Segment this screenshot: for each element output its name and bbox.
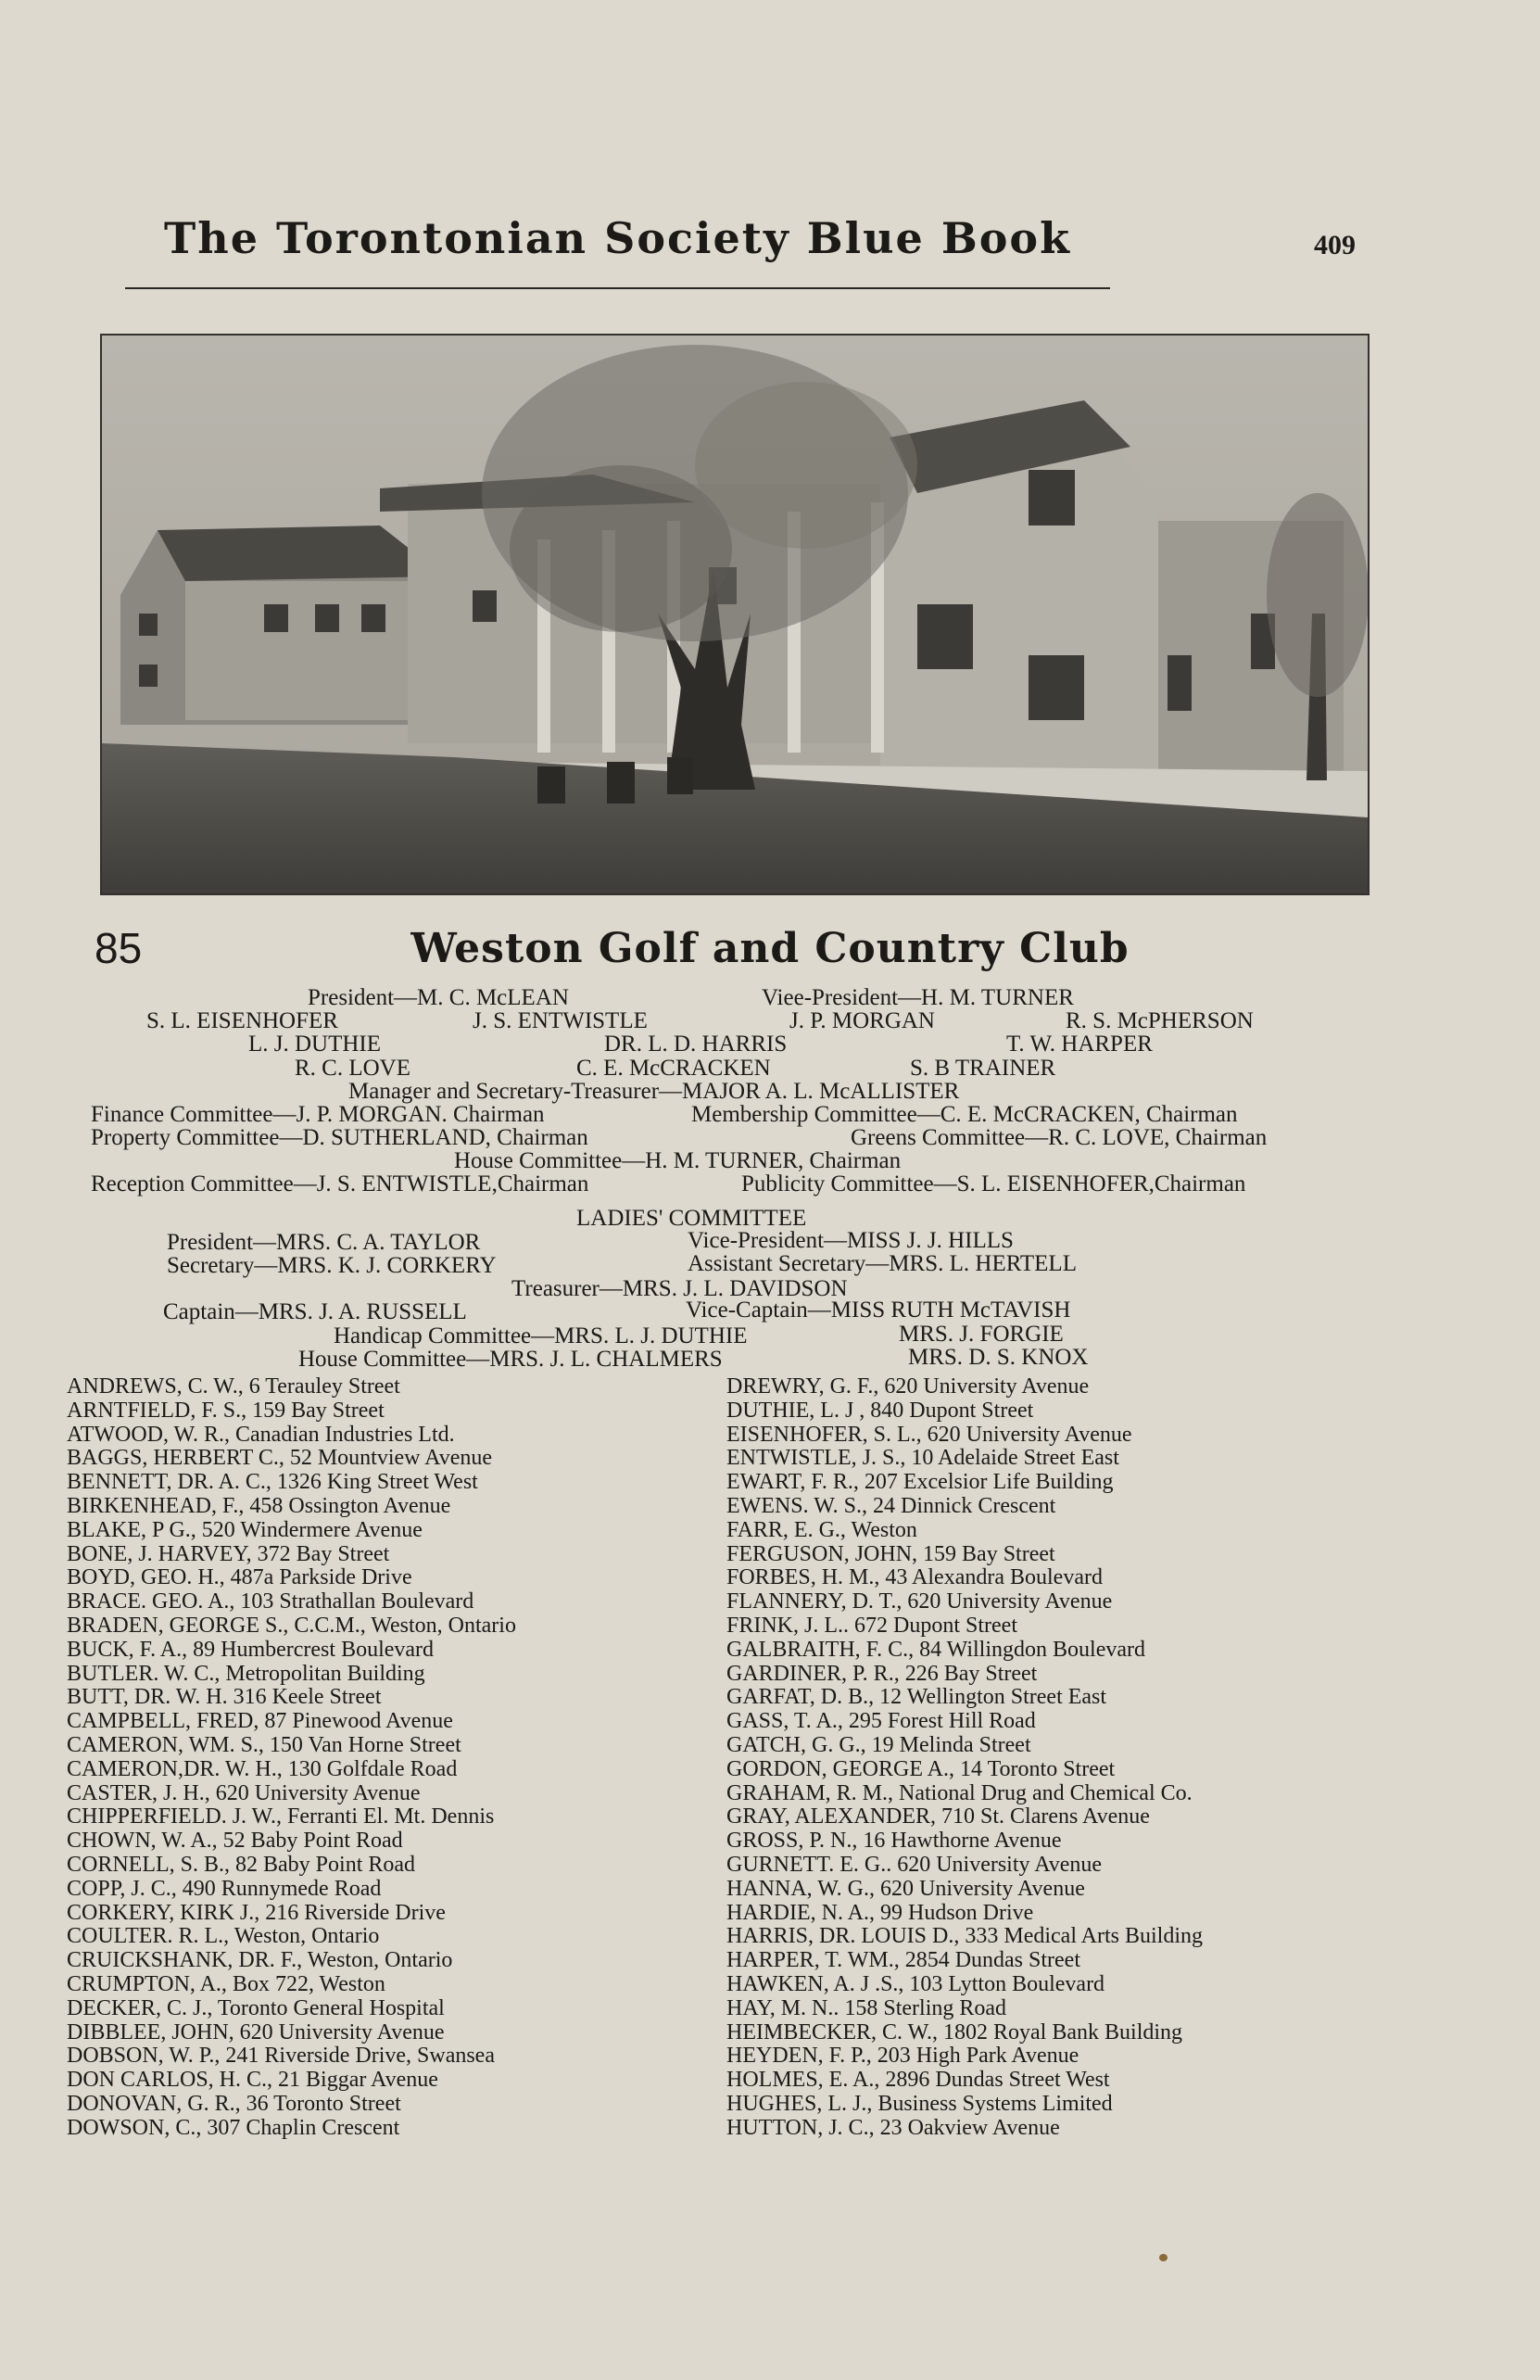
director: L. J. DUTHIE xyxy=(248,1032,382,1057)
member-entry: FERGUSON, JOHN, 159 Bay Street xyxy=(726,1541,1055,1566)
member-entry: CAMPBELL, FRED, 87 Pinewood Avenue xyxy=(67,1709,453,1734)
member-entry: CHOWN, W. A., 52 Baby Point Road xyxy=(67,1829,403,1854)
member-entry: HAWKEN, A. J .S., 103 Lytton Boulevard xyxy=(726,1971,1105,1996)
member-entry: BOYD, GEO. H., 487a Parkside Drive xyxy=(67,1565,412,1590)
ladies-house-committee-member: MRS. D. S. KNOX xyxy=(908,1345,1089,1370)
director: J. P. MORGAN xyxy=(789,1008,935,1033)
clubhouse-photo xyxy=(100,334,1370,895)
member-entry: FORBES, H. M., 43 Alexandra Boulevard xyxy=(726,1565,1103,1590)
member-entry: GATCH, G. G., 19 Melinda Street xyxy=(726,1732,1031,1757)
member-entry: DUTHIE, L. J , 840 Dupont Street xyxy=(726,1398,1034,1423)
member-entry: COPP, J. C., 490 Runnymede Road xyxy=(67,1876,382,1901)
club-president: President—M. C. McLEAN xyxy=(308,985,569,1010)
member-entry: ANDREWS, C. W., 6 Terauley Street xyxy=(67,1374,400,1399)
member-entry: HUGHES, L. J., Business Systems Limited xyxy=(726,2091,1113,2116)
director: R. C. LOVE xyxy=(295,1056,410,1081)
member-entry: ATWOOD, W. R., Canadian Industries Ltd. xyxy=(67,1422,455,1447)
member-list-left xyxy=(67,1375,516,2141)
publicity-committee: Publicity Committee—S. L. EISENHOFER,Chairman xyxy=(741,1171,1246,1196)
director: C. E. McCRACKEN xyxy=(576,1056,771,1081)
reception-committee: Reception Committee—J. S. ENTWISTLE,Chairman xyxy=(91,1171,589,1196)
member-entry: HARDIE, N. A., 99 Hudson Drive xyxy=(726,1900,1034,1925)
book-title: The Torontonian Society Blue Book xyxy=(164,213,1071,263)
club-title: Weston Golf and Country Club xyxy=(410,925,1130,972)
member-entry: BLAKE, P G., 520 Windermere Avenue xyxy=(67,1517,423,1542)
club-number: 85 xyxy=(95,924,143,972)
member-entry: HAY, M. N.. 158 Sterling Road xyxy=(726,1995,1007,2020)
member-entry: BENNETT, DR. A. C., 1326 King Street West xyxy=(67,1470,478,1495)
member-entry: ENTWISTLE, J. S., 10 Adelaide Street East xyxy=(726,1446,1119,1471)
member-entry: CAMERON, WM. S., 150 Van Horne Street xyxy=(67,1732,461,1757)
member-entry: HANNA, W. G., 620 University Avenue xyxy=(726,1876,1085,1901)
ink-mark xyxy=(1159,2254,1168,2261)
member-entry: DON CARLOS, H. C., 21 Biggar Avenue xyxy=(67,2068,438,2093)
member-entry: DIBBLEE, JOHN, 620 University Avenue xyxy=(67,2019,445,2045)
ladies-committee-heading: LADIES' COMMITTEE xyxy=(576,1206,807,1231)
ladies-vice-president: Vice-President—MISS J. J. HILLS xyxy=(688,1228,1014,1253)
finance-committee: Finance Committee—J. P. MORGAN. Chairman xyxy=(91,1102,545,1127)
house-committee: House Committee—H. M. TURNER, Chairman xyxy=(454,1148,902,1173)
member-entry: ARNTFIELD, F. S., 159 Bay Street xyxy=(67,1398,385,1423)
member-entry: CRUMPTON, A., Box 722, Weston xyxy=(67,1971,385,1996)
member-entry: BAGGS, HERBERT C., 52 Mountview Avenue xyxy=(67,1446,493,1471)
member-entry: FRINK, J. L.. 672 Dupont Street xyxy=(726,1613,1017,1638)
member-entry: CRUICKSHANK, DR. F., Weston, Ontario xyxy=(67,1948,453,1973)
member-entry: BUCK, F. A., 89 Humbercrest Boulevard xyxy=(67,1637,435,1662)
member-entry: CHIPPERFIELD. J. W., Ferranti El. Mt. Dennis xyxy=(67,1804,495,1829)
member-entry: GRAHAM, R. M., National Drug and Chemical Co. xyxy=(726,1780,1193,1805)
member-entry: CASTER, J. H., 620 University Avenue xyxy=(67,1780,421,1805)
member-entry: EWART, F. R., 207 Excelsior Life Building xyxy=(726,1470,1114,1495)
member-entry: CAMERON,DR. W. H., 130 Golfdale Road xyxy=(67,1756,458,1781)
ladies-treasurer: Treasurer—MRS. J. L. DAVIDSON xyxy=(511,1276,848,1301)
ladies-president: President—MRS. C. A. TAYLOR xyxy=(167,1230,481,1255)
member-entry: HARRIS, DR. LOUIS D., 333 Medical Arts Building xyxy=(726,1924,1204,1949)
member-entry: BRADEN, GEORGE S., C.C.M., Weston, Ontario xyxy=(67,1613,516,1638)
member-entry: HEYDEN, F. P., 203 High Park Avenue xyxy=(726,2044,1079,2069)
member-entry: GASS, T. A., 295 Forest Hill Road xyxy=(726,1709,1036,1734)
member-entry: GURNETT. E. G.. 620 University Avenue xyxy=(726,1852,1103,1877)
member-entry: DOBSON, W. P., 241 Riverside Drive, Swansea xyxy=(67,2044,495,2069)
member-entry: BONE, J. HARVEY, 372 Bay Street xyxy=(67,1541,390,1566)
ladies-vice-captain: Vice-Captain—MISS RUTH McTAVISH xyxy=(686,1298,1071,1323)
ladies-house-committee: House Committee—MRS. J. L. CHALMERS xyxy=(298,1347,723,1372)
club-vice-president: Viee-President—H. M. TURNER xyxy=(762,985,1074,1010)
membership-committee: Membership Committee—C. E. McCRACKEN, Chairman xyxy=(691,1102,1238,1127)
member-entry: GALBRAITH, F. C., 84 Willingdon Boulevard xyxy=(726,1637,1145,1662)
member-list-right xyxy=(726,1375,1203,2141)
director: J. S. ENTWISTLE xyxy=(473,1008,648,1033)
member-entry: BIRKENHEAD, F., 458 Ossington Avenue xyxy=(67,1493,451,1518)
member-entry: DREWRY, G. F., 620 University Avenue xyxy=(726,1374,1090,1399)
ladies-assistant-secretary: Assistant Secretary—MRS. L. HERTELL xyxy=(688,1251,1077,1276)
greens-committee: Greens Committee—R. C. LOVE, Chairman xyxy=(851,1125,1268,1150)
director: T. W. HARPER xyxy=(1006,1032,1153,1057)
member-entry: GROSS, P. N., 16 Hawthorne Avenue xyxy=(726,1829,1062,1854)
member-entry: FLANNERY, D. T., 620 University Avenue xyxy=(726,1589,1113,1614)
member-entry: HARPER, T. WM., 2854 Dundas Street xyxy=(726,1948,1080,1973)
member-entry: DONOVAN, G. R., 36 Toronto Street xyxy=(67,2091,401,2116)
member-entry: GRAY, ALEXANDER, 710 St. Clarens Avenue xyxy=(726,1804,1150,1829)
clubhouse-photo-image xyxy=(102,335,1368,893)
member-entry: DOWSON, C., 307 Chaplin Crescent xyxy=(67,2115,400,2140)
ladies-secretary: Secretary—MRS. K. J. CORKERY xyxy=(167,1253,497,1278)
page-header xyxy=(125,213,1110,289)
page-number: 409 xyxy=(1314,230,1356,260)
member-entry: BUTLER. W. C., Metropolitan Building xyxy=(67,1661,425,1686)
ladies-handicap-committee-member: MRS. J. FORGIE xyxy=(899,1322,1064,1347)
ladies-captain: Captain—MRS. J. A. RUSSELL xyxy=(163,1299,467,1324)
member-entry: HOLMES, E. A., 2896 Dundas Street West xyxy=(726,2068,1110,2093)
member-entry: EISENHOFER, S. L., 620 University Avenue xyxy=(726,1422,1132,1447)
member-entry: CORNELL, S. B., 82 Baby Point Road xyxy=(67,1852,416,1877)
member-entry: EWENS. W. S., 24 Dinnick Crescent xyxy=(726,1493,1056,1518)
member-entry: GARDINER, P. R., 226 Bay Street xyxy=(726,1661,1038,1686)
member-entry: COULTER. R. L., Weston, Ontario xyxy=(67,1924,380,1949)
ladies-handicap-committee: Handicap Committee—MRS. L. J. DUTHIE xyxy=(334,1323,748,1348)
member-entry: HEIMBECKER, C. W., 1802 Royal Bank Building xyxy=(726,2019,1183,2045)
member-entry: GORDON, GEORGE A., 14 Toronto Street xyxy=(726,1756,1116,1781)
director: S. B TRAINER xyxy=(910,1056,1056,1081)
member-entry: CORKERY, KIRK J., 216 Riverside Drive xyxy=(67,1900,446,1925)
club-manager: Manager and Secretary-Treasurer—MAJOR A. L. McALLISTER xyxy=(348,1079,960,1104)
member-entry: BUTT, DR. W. H. 316 Keele Street xyxy=(67,1685,382,1710)
member-entry: GARFAT, D. B., 12 Wellington Street East xyxy=(726,1685,1107,1710)
director: DR. L. D. HARRIS xyxy=(604,1032,788,1057)
member-entry: HUTTON, J. C., 23 Oakview Avenue xyxy=(726,2115,1060,2140)
director: S. L. EISENHOFER xyxy=(146,1008,338,1033)
director: R. S. McPHERSON xyxy=(1066,1008,1254,1033)
member-entry: DECKER, C. J., Toronto General Hospital xyxy=(67,1995,445,2020)
property-committee: Property Committee—D. SUTHERLAND, Chairman xyxy=(91,1125,588,1150)
member-entry: BRACE. GEO. A., 103 Strathallan Boulevard xyxy=(67,1589,474,1614)
member-entry: FARR, E. G., Weston xyxy=(726,1517,917,1542)
